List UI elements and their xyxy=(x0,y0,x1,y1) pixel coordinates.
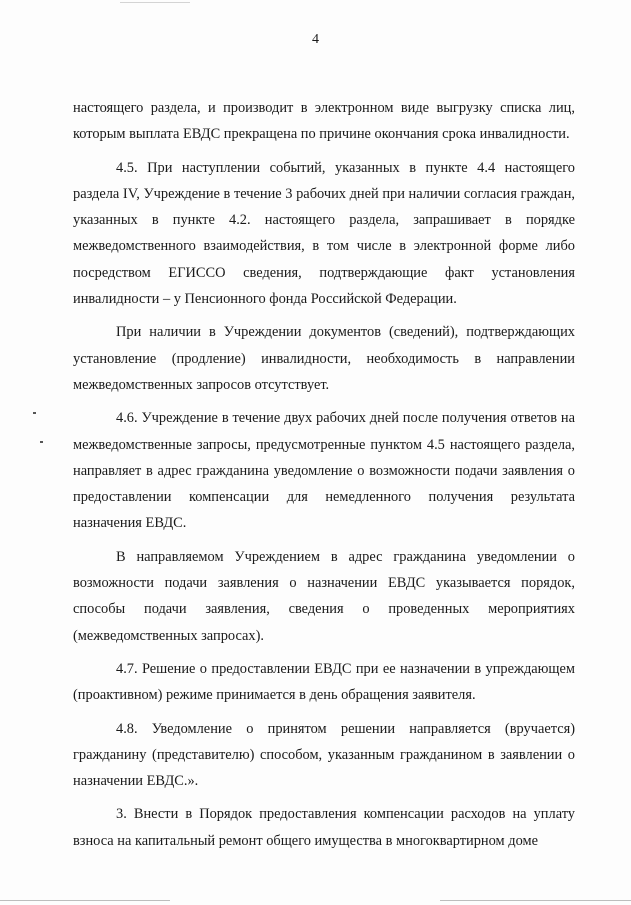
paragraph-4-8: 4.8. Уведомление о принятом решении направляется (вручается) гражданину (представителю) способом, указанным гражданином в заявлении о назначении ЕВДС.». xyxy=(73,720,575,790)
scan-edge-top xyxy=(120,2,190,3)
paragraph-4-5: 4.5. При наступлении событий, указанных в пункте 4.4 настоящего раздела IV, Учреждение в течение 3 рабочих дней при наличии согласия граждан, указанных в пункте 4.2. настоящего раздела, запрашивает в порядке межведомственного взаимодействия, в том числе в электронной форме либо посредством ЕГИССО сведения, подтверждающие факт установления инвалидности – у Пенсионного фонда Российской Федерации. xyxy=(73,159,575,308)
paragraph-4-6: 4.6. Учреждение в течение двух рабочих дней после получения ответов на межведомственные запросы, предусмотренные пунктом 4.5 настоящего раздела, направляет в адрес гражданина уведомление о возможности подачи заявления о предоставлении компенсации для немедленного получения результата назначения ЕВДС. xyxy=(73,410,575,532)
paragraph-amendment-3: 3. Внести в Порядок предоставления компенсации расходов на уплату взноса на капитальный ремонт общего имущества в многоквартирном доме xyxy=(73,806,575,849)
paragraph-1: настоящего раздела, и производит в электронном виде выгрузку списка лиц, которым выплата ЕВДС прекращена по причине окончания срока инвалидности. xyxy=(73,100,575,143)
paragraph-documents-available: При наличии в Учреждении документов (сведений), подтверждающих установление (продление) инвалидности, необходимость в направлении межведомственных запросов отсутствует. xyxy=(73,324,575,393)
scan-edge-bottom xyxy=(0,900,170,901)
scan-edge-bottom xyxy=(440,900,631,901)
scan-speck xyxy=(40,441,43,443)
document-body xyxy=(73,95,575,861)
paragraph-4-7: 4.7. Решение о предоставлении ЕВДС при ее назначении в упреждающем (проактивном) режиме принимается в день обращения заявителя. xyxy=(73,660,575,704)
paragraph-notification-content: В направляемом Учреждением в адрес гражданина уведомлении о возможности подачи заявления о назначении ЕВДС указывается порядок, способы подачи заявления, сведения о проведенных мероприятиях (межведомственных запросах). xyxy=(73,548,575,644)
page-number: 4 xyxy=(312,32,319,47)
scan-speck xyxy=(33,412,36,414)
